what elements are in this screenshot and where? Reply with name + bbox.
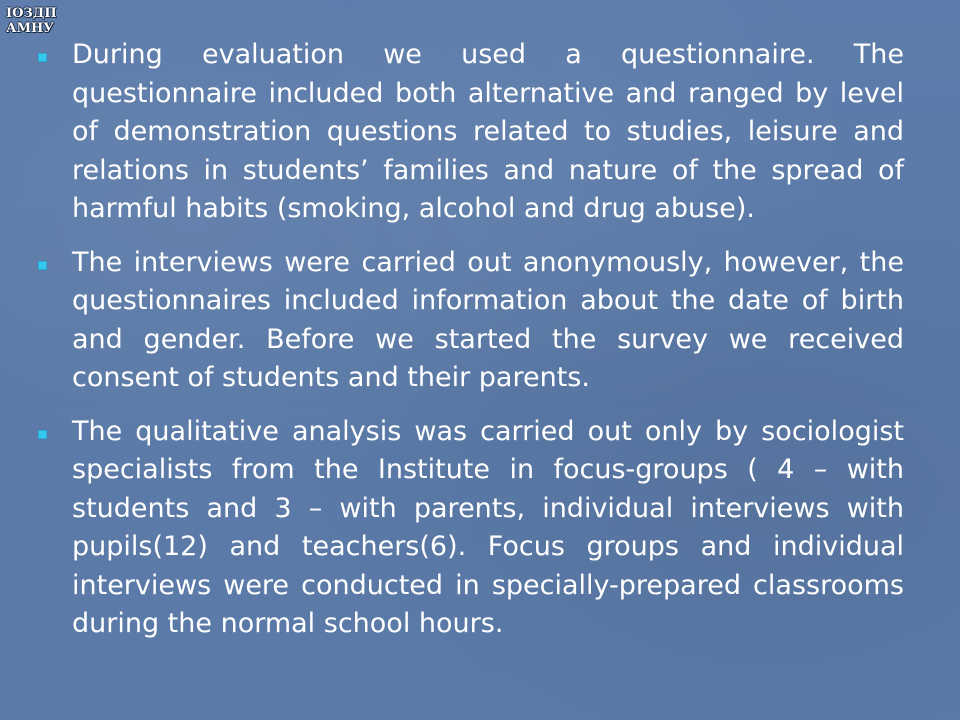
square-bullet-icon bbox=[38, 53, 47, 62]
bullet-text: During evaluation we used a questionnaire. The questionnaire included both alternative and ranged by level of demonstration questions related to studies, leisure and relations in students’ families and nature of the spread of harmful habits (smoking, alcohol and drug abuse). bbox=[72, 39, 904, 224]
square-bullet-icon bbox=[38, 261, 47, 270]
bullet-item-interviews bbox=[36, 244, 904, 398]
logo-line-1: ІОЗДП bbox=[6, 6, 57, 21]
institute-logo bbox=[6, 6, 72, 36]
logo-line-2: АМНУ bbox=[6, 21, 54, 36]
slide-body bbox=[36, 36, 904, 644]
bullet-item-evaluation bbox=[36, 36, 904, 229]
bullet-item-qualitative-analysis bbox=[36, 413, 904, 644]
square-bullet-icon bbox=[38, 430, 47, 439]
bullet-text: The interviews were carried out anonymously, however, the questionnaires included information about the date of birth and gender. Before we started the survey we received consent of students and their parents. bbox=[72, 246, 904, 393]
bullet-text: The qualitative analysis was carried out only by sociologist specialists from the Institute in focus-groups ( 4 – with students and 3 – with parents, individual interviews with pupils(12) and teachers(6). Focus groups and individual interviews were conducted in specially-prepared classrooms during the normal school hours. bbox=[72, 415, 904, 639]
